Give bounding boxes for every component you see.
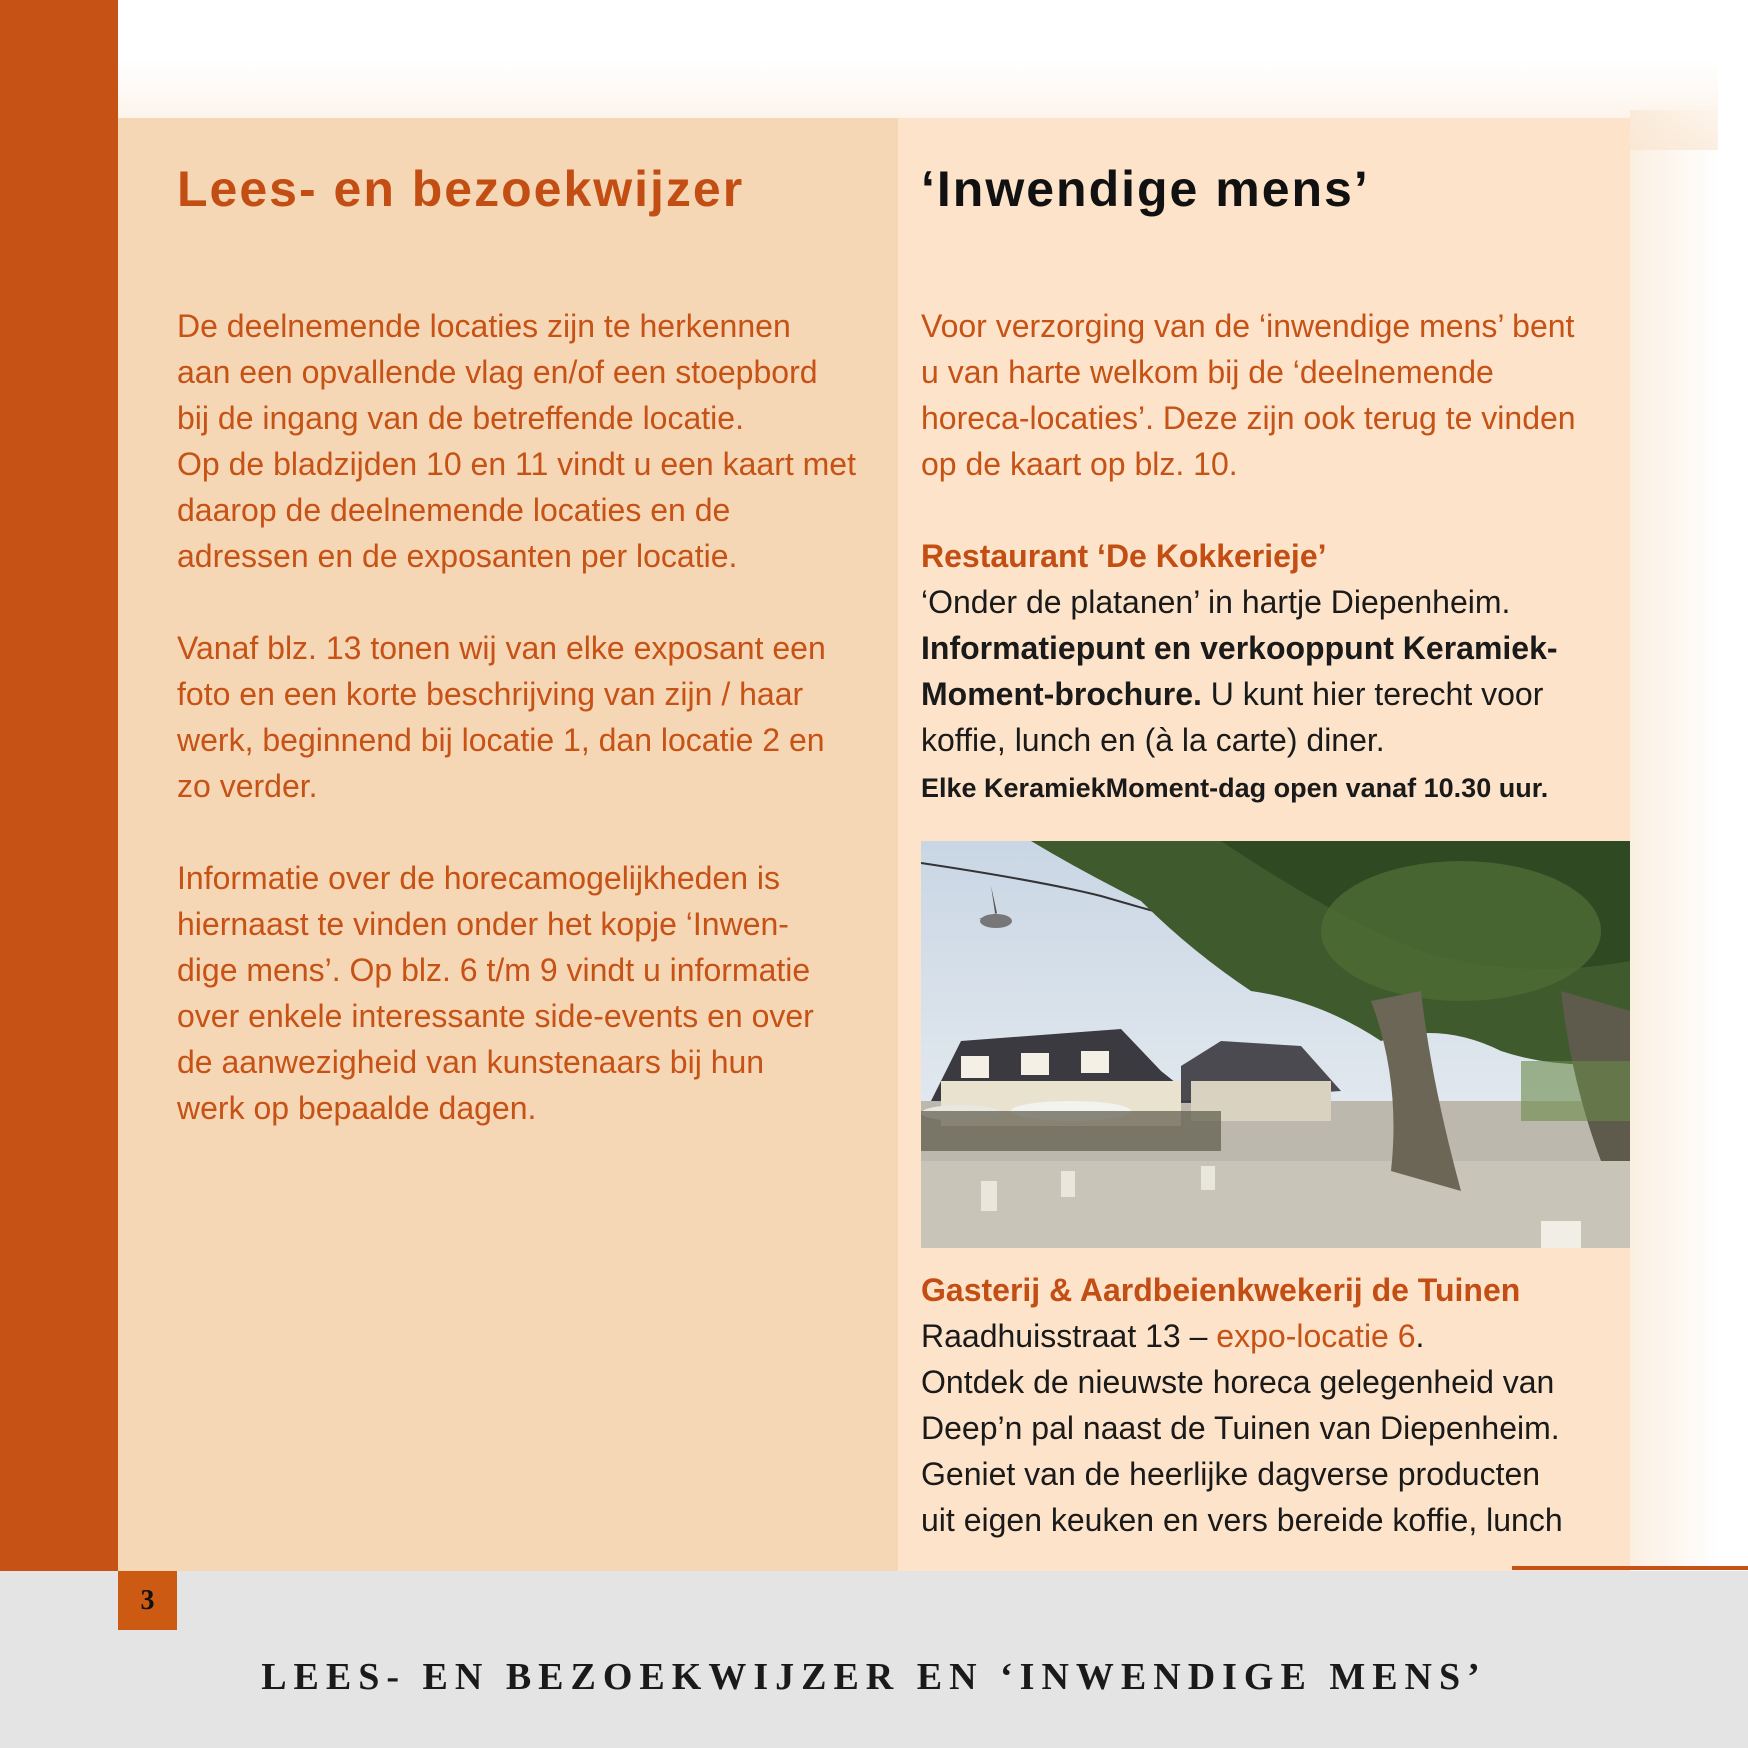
text-line: bij de ingang van de betreffende locatie.	[177, 400, 744, 436]
right-shadow	[1630, 110, 1720, 1570]
left-heading: Lees- en bezoekwijzer	[177, 161, 745, 217]
text-line: ‘Onder de platanen’ in hartje Diepenheim.	[921, 584, 1511, 620]
text-line: hiernaast te vinden onder het kopje ‘Inwen-	[177, 906, 789, 942]
text-line: werk, beginnend bij locatie 1, dan locatie 2 en	[177, 722, 825, 758]
text-line: Voor verzorging van de ‘inwendige mens’ bent	[921, 308, 1575, 344]
text-line: Op de bladzijden 10 en 11 vindt u een kaart met	[177, 446, 856, 482]
text-line: dige mens’. Op blz. 6 t/m 9 vindt u informatie	[177, 952, 811, 988]
text-line: Informatie over de horecamogelijkheden is	[177, 860, 780, 896]
text-line: koffie, lunch en (à la carte) diner.	[921, 722, 1385, 758]
restaurant-name: Restaurant ‘De Kokkerieje’	[921, 538, 1327, 574]
page-number: 3	[118, 1571, 177, 1630]
text-line: werk op bepaalde dagen.	[177, 1090, 537, 1126]
restaurant-block	[921, 533, 1630, 811]
text-line: u van harte welkom bij de ‘deelnemende	[921, 354, 1494, 390]
left-body-text	[177, 303, 897, 1131]
text-line: Vanaf blz. 13 tonen wij van elke exposant een	[177, 630, 826, 666]
text-line: adressen en de exposanten per locatie.	[177, 538, 738, 574]
text-line: Deep’n pal naast de Tuinen van Diepenheim.	[921, 1410, 1560, 1446]
info-point-bold: Informatiepunt en verkooppunt Keramiek-	[921, 630, 1558, 666]
left-accent-bar	[0, 0, 118, 1571]
gasterij-address: Raadhuisstraat 13 –	[921, 1318, 1217, 1354]
footer-accent-line	[1512, 1566, 1748, 1570]
right-body-text	[921, 303, 1630, 811]
text-line: over enkele interessante side-events en over	[177, 998, 814, 1034]
gasterij-paragraph	[921, 1267, 1630, 1543]
restaurant-photo	[921, 841, 1630, 1248]
opening-hours: Elke KeramiekMoment-dag open vanaf 10.30 uur.	[921, 773, 1549, 803]
text-line: de aanwezigheid van kunstenaars bij hun	[177, 1044, 765, 1080]
intro-paragraph	[921, 303, 1630, 487]
right-heading: ‘Inwendige mens’	[921, 161, 1370, 217]
paragraph	[177, 625, 897, 809]
text-line: De deelnemende locaties zijn te herkennen	[177, 308, 791, 344]
footer-title: LEES- EN BEZOEKWIJZER EN ‘INWENDIGE MENS’	[261, 1656, 1487, 1698]
text-line: horeca-locaties’. Deze zijn ook terug te vinden	[921, 400, 1576, 436]
text-line: op de kaart op blz. 10.	[921, 446, 1238, 482]
text-line: U kunt hier terecht voor	[1201, 676, 1544, 712]
brochure-bold: Moment-brochure.	[921, 676, 1202, 712]
text-line: Ontdek de nieuwste horeca gelegenheid van	[921, 1364, 1555, 1400]
expo-location: expo-locatie 6	[1216, 1318, 1416, 1354]
address-end: .	[1415, 1318, 1425, 1354]
text-line: Geniet van de heerlijke dagverse producten	[921, 1456, 1541, 1492]
text-line: foto en een korte beschrijving van zijn / haar	[177, 676, 804, 712]
text-line: zo verder.	[177, 768, 318, 804]
text-line: daarop de deelnemende locaties en de	[177, 492, 731, 528]
gasterij-name: Gasterij & Aardbeienkwekerij de Tuinen	[921, 1272, 1521, 1308]
text-line: aan een opvallende vlag en/of een stoepbord	[177, 354, 818, 390]
paragraph	[177, 855, 897, 1131]
text-line: uit eigen keuken en vers bereide koffie, lunch	[921, 1502, 1563, 1538]
gasterij-block	[921, 1267, 1630, 1543]
paragraph	[177, 303, 897, 579]
